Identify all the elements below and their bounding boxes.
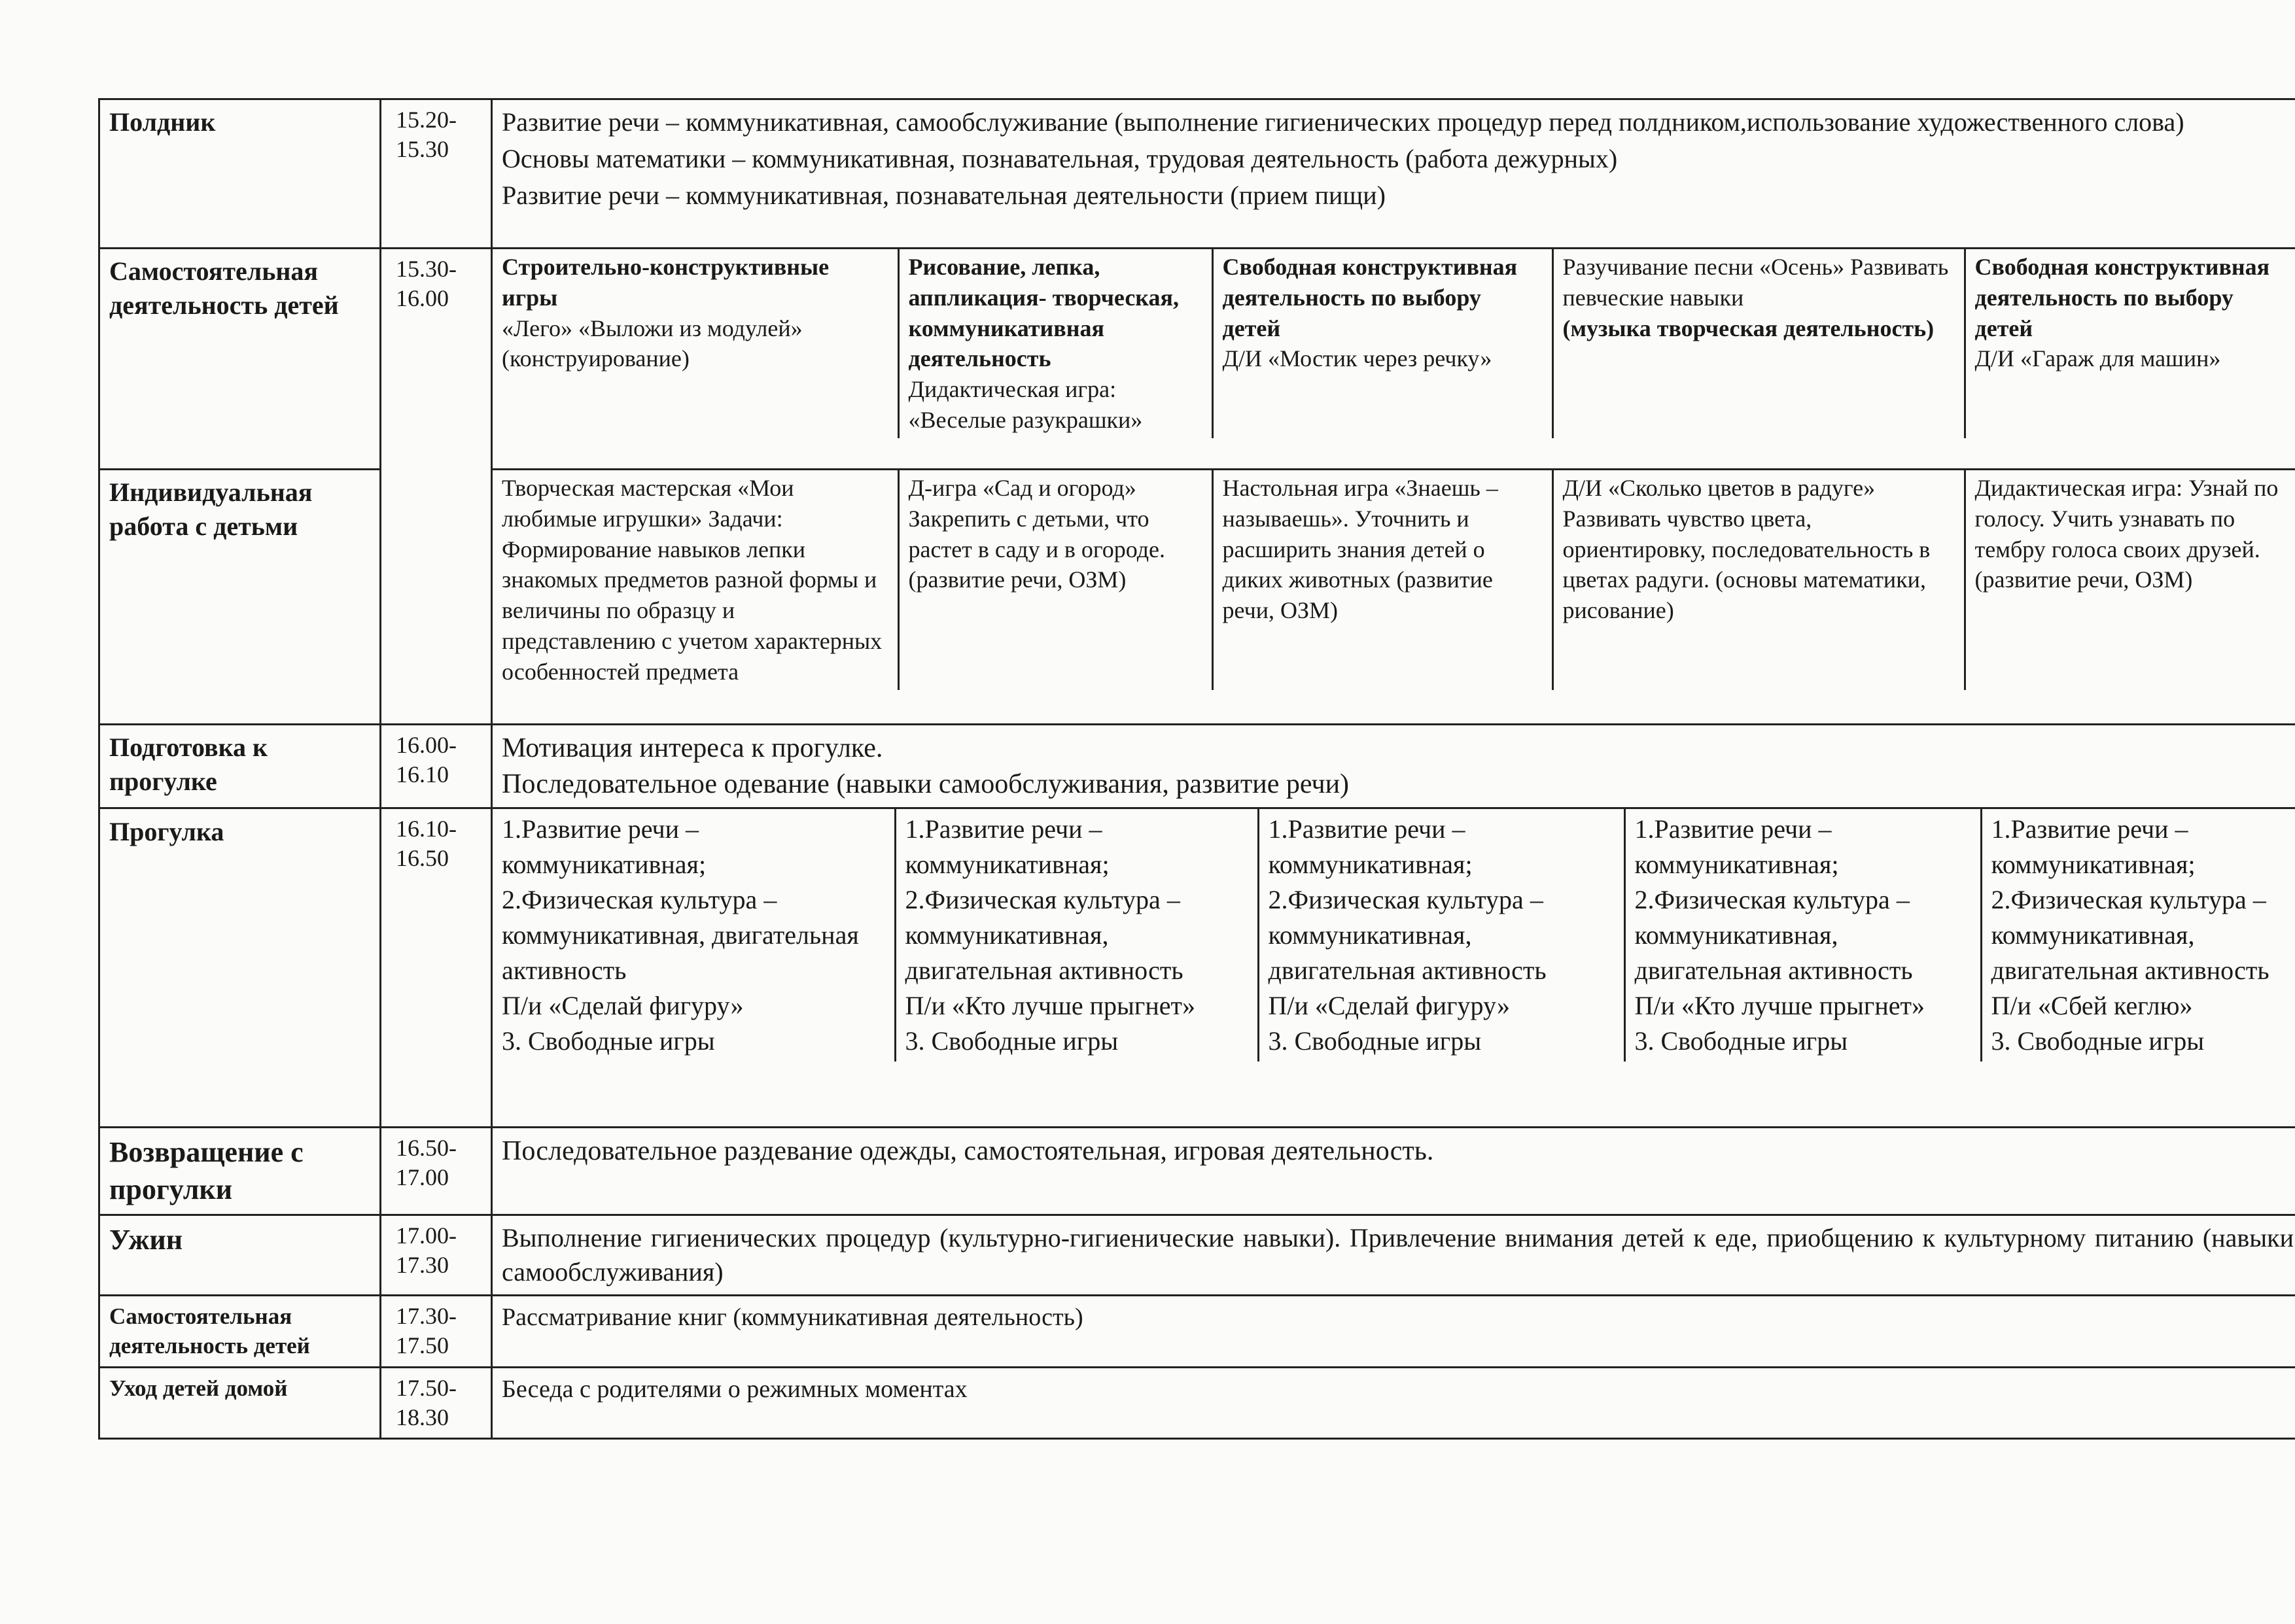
subcell: Д/И «Сколько цветов в радуге» Развивать чувство цвета, ориентировку, последовательность в цветах радуги. (основы математики, рисование)	[1552, 470, 1965, 690]
activity-cell: Самостоятельная деятельность детей	[99, 249, 381, 470]
subcell: Творческая мастерская «Мои любимые игрушки» Задачи: Формирование навыков лепки знакомых предметов разной формы и величины по образцу и представлению с учетом характерных особенностей предмета	[502, 475, 883, 685]
row-uhod	[99, 1367, 2295, 1438]
subcell-text: Д/И «Мостик через речку»	[1222, 345, 1492, 372]
content-cell: Беседа с родителями о режимных моментах	[492, 1367, 2295, 1438]
subcell	[1552, 249, 1965, 438]
subcell: 1.Развитие речи – коммуникативная; 2.Физическая культура – коммуникативная, двигательная активность П/и «Сбей кеглю» 3. Свободные игры	[1981, 809, 2295, 1062]
row-podgotovka	[99, 725, 2295, 808]
subcells	[493, 249, 2295, 438]
row-vozvr	[99, 1128, 2295, 1215]
time-cell: 16.50- 17.00	[381, 1128, 492, 1215]
activity-cell: Уход детей домой	[99, 1367, 381, 1438]
content-cell	[492, 249, 2295, 470]
time-cell: 16.10- 16.50	[381, 808, 492, 1128]
subcell: Настольная игра «Знаешь –называешь». Уточнить и расширить знания детей о диких животных (развитие речи, ОЗМ)	[1212, 470, 1552, 690]
subcell: 1.Развитие речи – коммуникативная; 2.Физическая культура – коммуникативная, двигательная активность П/и «Кто лучше прыгнет» 3. Свободные игры	[1624, 809, 1981, 1062]
subcell: Дидактическая игра: Узнай по голосу. Учить узнавать по тембру голоса своих друзей. (развитие речи, ОЗМ)	[1965, 470, 2295, 690]
content-cell	[492, 470, 2295, 725]
subcell: 1.Развитие речи – коммуникативная; 2.Физическая культура – коммуникативная, двигательная активность П/и «Кто лучше прыгнет» 3. Свободные игры	[895, 809, 1258, 1062]
content-cell	[492, 808, 2295, 1128]
row-poldnik	[99, 99, 2295, 249]
subcell-title: Рисование, лепка, аппликация- творческая, коммуникативная деятельность	[908, 254, 1179, 372]
row-uzhin	[99, 1215, 2295, 1295]
content-cell	[492, 99, 2295, 249]
content-line: Развитие речи – коммуникативная, самообслуживание (выполнение гигиенических процедур перед полдником,использование художественного слова)	[502, 107, 2184, 137]
activity-cell: Прогулка	[99, 808, 381, 1128]
content-cell: Последовательное раздевание одежды, самостоятельная, игровая деятельность.	[492, 1128, 2295, 1215]
time-cell: 15.20- 15.30	[381, 99, 492, 249]
subcell: 1.Развитие речи – коммуникативная; 2.Физическая культура – коммуникативная, двигательная активность П/и «Сделай фигуру» 3. Свободные игры	[1258, 809, 1624, 1062]
subcell-title: Строительно-конструктивные игры	[502, 254, 830, 311]
content-line: Последовательное одевание (навыки самообслуживания, развитие речи)	[502, 769, 1350, 799]
activity-cell: Возвращение с прогулки	[99, 1128, 381, 1215]
subcell: 1.Развитие речи – коммуникативная; 2.Физическая культура – коммуникативная, двигательная активность П/и «Сделай фигуру» 3. Свободные игры	[502, 814, 859, 1056]
content-line: Основы математики – коммуникативная, познавательная, трудовая деятельность (работа дежурных)	[502, 144, 1618, 173]
subcell-text: Разучивание песни «Осень» Развивать певческие навыки	[1562, 254, 1949, 311]
subcell	[1965, 249, 2295, 438]
subcell-text: Д/И «Гараж для машин»	[1974, 345, 2221, 372]
content-cell	[492, 725, 2295, 808]
time-cell: 15.30- 16.00	[381, 249, 492, 725]
activity-cell: Ужин	[99, 1215, 381, 1295]
row-samost2	[99, 1295, 2295, 1367]
subcell	[898, 249, 1212, 438]
schedule-table	[98, 98, 2295, 1440]
row-samost1	[99, 249, 2295, 470]
content-cell: Рассматривание книг (коммуникативная деятельность)	[492, 1295, 2295, 1367]
time-cell: 17.50- 18.30	[381, 1367, 492, 1438]
subcells	[493, 470, 2295, 690]
subcell	[493, 249, 898, 438]
content-cell: Выполнение гигиенических процедур (культурно-гигиенические навыки). Привлечение внимания детей к еде, приобщению к культурному питанию (навыки самообслуживания)	[492, 1215, 2295, 1295]
time-cell: 17.00- 17.30	[381, 1215, 492, 1295]
subcell-title: (музыка творческая деятельность)	[1562, 315, 1935, 341]
subcells	[493, 809, 2295, 1062]
time-cell: 17.30- 17.50	[381, 1295, 492, 1367]
activity-cell: Подготовка к прогулке	[99, 725, 381, 808]
activity-cell: Индивидуальная работа с детьми	[99, 470, 381, 725]
subcell-title: Свободная конструктивная деятельность по выбору детей	[1974, 254, 2270, 341]
time-cell: 16.00- 16.10	[381, 725, 492, 808]
subcell	[1212, 249, 1552, 438]
activity-cell: Полдник	[99, 99, 381, 249]
activity-cell: Самостоятельная деятельность детей	[99, 1295, 381, 1367]
subcell-text: «Лего» «Выложи из модулей» (конструирование)	[502, 315, 803, 372]
content-line: Мотивация интереса к прогулке.	[502, 733, 883, 763]
subcell: Д-игра «Сад и огород» Закрепить с детьми, что растет в саду и в огороде. (развитие речи, ОЗМ)	[898, 470, 1212, 690]
content-line: Развитие речи – коммуникативная, познавательная деятельности (прием пищи)	[502, 181, 1386, 210]
subcell-title: Свободная конструктивная деятельность по выбору детей	[1222, 254, 1518, 341]
subcell-text: Дидактическая игра: «Веселые разукрашки»	[908, 376, 1143, 433]
row-progulka	[99, 808, 2295, 1128]
